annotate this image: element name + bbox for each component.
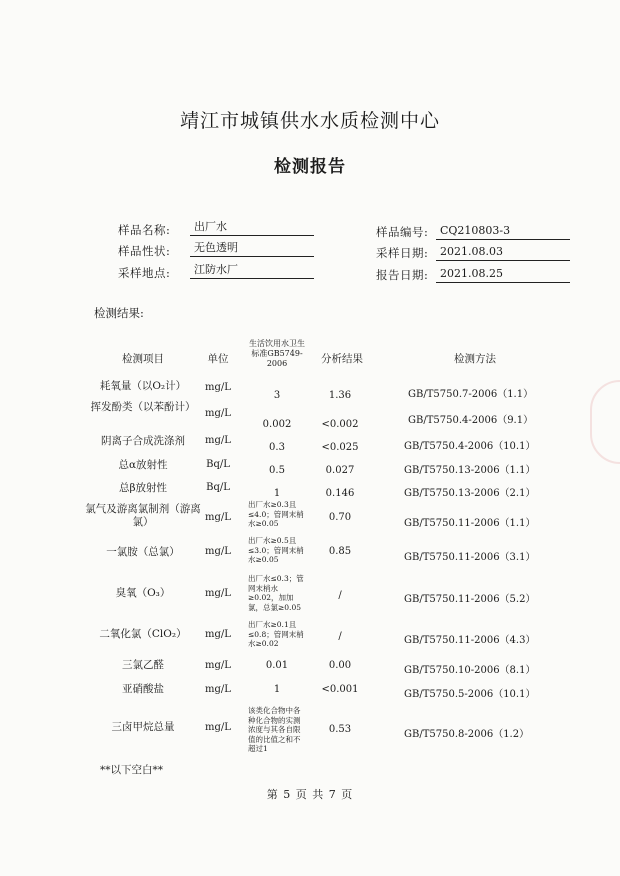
- row-3-result: <0.025: [321, 442, 359, 453]
- row-1-method: GB/T5750.7-2006（1.1）: [408, 389, 534, 400]
- report-title: 检测报告: [274, 157, 346, 177]
- row-6-unit: mg/L: [205, 512, 231, 523]
- row-1-standard: 3: [273, 390, 281, 401]
- row-7-method: GB/T5750.11-2006（3.1）: [404, 552, 536, 563]
- row-12-item: 三卤甲烷总量: [111, 721, 175, 733]
- row-5-item: 总β放射性: [118, 482, 168, 494]
- row-7-unit: mg/L: [205, 546, 231, 557]
- row-3-standard: 0.3: [269, 442, 285, 453]
- sample-location-value: 江防水厂: [190, 263, 314, 279]
- results-label: 检测结果:: [94, 306, 144, 320]
- header-result: 分析结果: [321, 353, 363, 365]
- report-date-label: 报告日期:: [376, 268, 429, 282]
- row-5-method: GB/T5750.13-2006（2.1）: [404, 488, 536, 499]
- row-10-method: GB/T5750.10-2006（8.1）: [404, 665, 536, 676]
- row-1-result: 1.36: [328, 390, 352, 401]
- header-standard: 生活饮用水卫生标准GB5749-2006: [249, 339, 305, 368]
- row-2-standard: 0.002: [262, 419, 292, 430]
- row-5-standard: 1: [273, 488, 281, 499]
- row-11-unit: mg/L: [205, 684, 231, 695]
- sample-trait-label: 样品性状:: [118, 244, 171, 258]
- row-9-standard: 出厂水≥0.1且≤0.8；管网末梢水≥0.02: [248, 620, 304, 648]
- row-5-unit: Bq/L: [206, 482, 230, 493]
- row-2-result: <0.002: [321, 419, 359, 430]
- row-2-method: GB/T5750.4-2006（9.1）: [408, 415, 534, 426]
- row-10-result: 0.00: [328, 660, 352, 671]
- blank-note: **以下空白**: [100, 764, 163, 776]
- page-footer: 第 5 页 共 7 页: [266, 788, 354, 801]
- row-8-item: 臭氧（O₃）: [115, 587, 171, 599]
- row-12-result: 0.53: [328, 724, 352, 735]
- row-9-method: GB/T5750.11-2006（4.3）: [404, 635, 536, 646]
- row-2-unit: mg/L: [205, 408, 231, 419]
- row-8-standard: 出厂水≤0.3；管网末梢水≥0.02，加加氯，总氯≥0.05: [248, 574, 304, 612]
- row-10-unit: mg/L: [205, 660, 231, 671]
- row-9-result: /: [338, 631, 342, 642]
- header-method: 检测方法: [454, 353, 496, 365]
- row-4-unit: Bq/L: [206, 459, 230, 470]
- row-11-item: 亚硝酸盐: [122, 683, 164, 695]
- row-4-standard: 0.5: [269, 465, 285, 476]
- sample-name-value: 出厂水: [190, 220, 314, 236]
- row-5-result: 0.146: [325, 488, 355, 499]
- row-10-standard: 0.01: [265, 660, 289, 671]
- header-item: 检测项目: [122, 353, 164, 365]
- row-7-item: 一氯胺（总氯）: [106, 546, 180, 558]
- row-8-result: /: [338, 590, 342, 601]
- sample-location-label: 采样地点:: [118, 266, 171, 280]
- row-7-result: 0.85: [328, 546, 352, 557]
- row-6-method: GB/T5750.11-2006（1.1）: [404, 518, 536, 529]
- row-6-result: 0.70: [328, 512, 352, 523]
- row-6-item: 氯气及游离氯制剂（游离氯）: [85, 503, 201, 528]
- row-4-method: GB/T5750.13-2006（1.1）: [404, 465, 536, 476]
- row-11-method: GB/T5750.5-2006（10.1）: [404, 689, 536, 700]
- row-8-unit: mg/L: [205, 588, 231, 599]
- row-1-unit: mg/L: [205, 382, 231, 393]
- row-4-item: 总α放射性: [118, 459, 168, 471]
- row-3-unit: mg/L: [205, 435, 231, 446]
- row-7-standard: 出厂水≥0.5且≤3.0；管网末梢水≥0.05: [248, 536, 304, 564]
- sample-number-label: 样品编号:: [376, 225, 429, 239]
- row-2-item: 挥发酚类（以苯酚计）: [90, 401, 196, 413]
- sample-date-label: 采样日期:: [376, 246, 429, 260]
- row-3-method: GB/T5750.4-2006（10.1）: [404, 441, 536, 452]
- row-11-result: <0.001: [321, 684, 359, 695]
- row-12-standard: 该类化合物中各种化合物的实测浓度与其各自限值的比值之和不超过1: [248, 706, 301, 753]
- row-12-method: GB/T5750.8-2006（1.2）: [404, 729, 530, 740]
- faint-seal-mark: [590, 380, 620, 464]
- row-3-item: 阴离子合成洗涤剂: [101, 435, 185, 447]
- header-unit: 单位: [207, 353, 229, 365]
- row-8-method: GB/T5750.11-2006（5.2）: [404, 594, 536, 605]
- sample-name-label: 样品名称:: [118, 223, 171, 237]
- row-11-standard: 1: [273, 684, 281, 695]
- row-1-item: 耗氧量（以O₂计）: [99, 380, 187, 392]
- org-title: 靖江市城镇供水水质检测中心: [179, 110, 440, 132]
- row-6-standard: 出厂水≥0.3且≤4.0；管网末梢水≥0.05: [248, 500, 304, 528]
- sample-trait-value: 无色透明: [190, 241, 314, 257]
- sample-date-value: 2021.08.03: [436, 245, 570, 261]
- row-9-item: 二氧化氯（ClO₂）: [99, 628, 187, 640]
- row-9-unit: mg/L: [205, 629, 231, 640]
- sample-number-value: CQ210803-3: [436, 224, 570, 240]
- row-12-unit: mg/L: [205, 722, 231, 733]
- row-10-item: 三氯乙醛: [122, 659, 164, 671]
- row-4-result: 0.027: [325, 465, 355, 476]
- report-date-value: 2021.08.25: [436, 267, 570, 283]
